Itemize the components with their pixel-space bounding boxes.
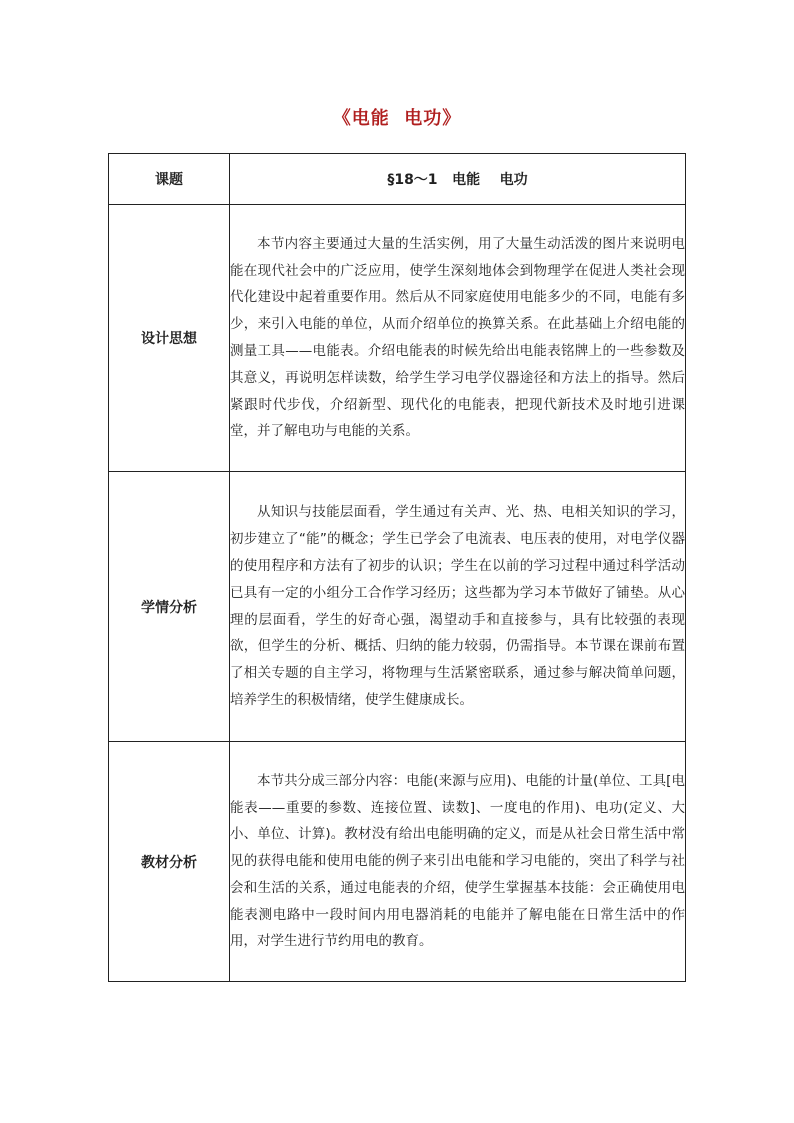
table-row-student-analysis <box>109 472 686 742</box>
topic-value: §18～1 电能 电功 <box>230 154 686 205</box>
student-analysis-text: 从知识与技能层面看，学生通过有关声、光、热、电相关知识的学习，初步建立了“能”的概念；学生已学会了电流表、电压表的使用，对电学仪器的使用程序和方法有了初步的认识；学生在以前的学习过程中通过科学活动已具有一定的小组分工合作学习经历；这些都为学习本节做好了铺垫。从心理的层面看，学生的好奇心强，渴望动手和直接参与，具有比较强的表现欲，但学生的分析、概括、归纳的能力较弱，仍需指导。本节课在课前布置了相关专题的自主学习，将物理与生活紧密联系，通过参与解决简单问题，培养学生的积极情绪，使学生健康成长。 <box>230 472 686 742</box>
table-row-design <box>109 205 686 472</box>
material-analysis-label: 教材分析 <box>109 742 230 982</box>
student-analysis-label: 学情分析 <box>109 472 230 742</box>
table-row-material-analysis <box>109 742 686 982</box>
material-analysis-text: 本节共分成三部分内容：电能(来源与应用)、电能的计量(单位、工具[电能表——重要的参数、连接位置、读数]、一度电的作用)、电功(定义、大小、单位、计算)。教材没有给出电能明确的定义，而是从社会日常生活中常见的获得电能和使用电能的例子来引出电能和学习电能的，突出了科学与社会和生活的关系，通过电能表的介绍，使学生掌握基本技能：会正确使用电能表测电路中一段时间内用电器消耗的电能并了解电能在日常生活中的作用，对学生进行节约用电的教育。 <box>230 742 686 982</box>
design-text: 本节内容主要通过大量的生活实例，用了大量生动活泼的图片来说明电能在现代社会中的广泛应用，使学生深刻地体会到物理学在促进人类社会现代化建设中起着重要作用。然后从不同家庭使用电能多少的不同，电能有多少，来引入电能的单位，从而介绍单位的换算关系。在此基础上介绍电能的测量工具——电能表。介绍电能表的时候先给出电能表铭牌上的一些参数及其意义，再说明怎样读数，给学生学习电学仪器途径和方法上的指导。然后紧跟时代步伐，介绍新型、现代化的电能表，把现代新技术及时地引进课堂，并了解电功与电能的关系。 <box>230 205 686 472</box>
topic-label: 课题 <box>109 154 230 205</box>
document-title: 《电能 电功》 <box>332 108 462 129</box>
design-label: 设计思想 <box>109 205 230 472</box>
lesson-plan-table <box>108 153 686 982</box>
table-row-topic <box>109 154 686 205</box>
